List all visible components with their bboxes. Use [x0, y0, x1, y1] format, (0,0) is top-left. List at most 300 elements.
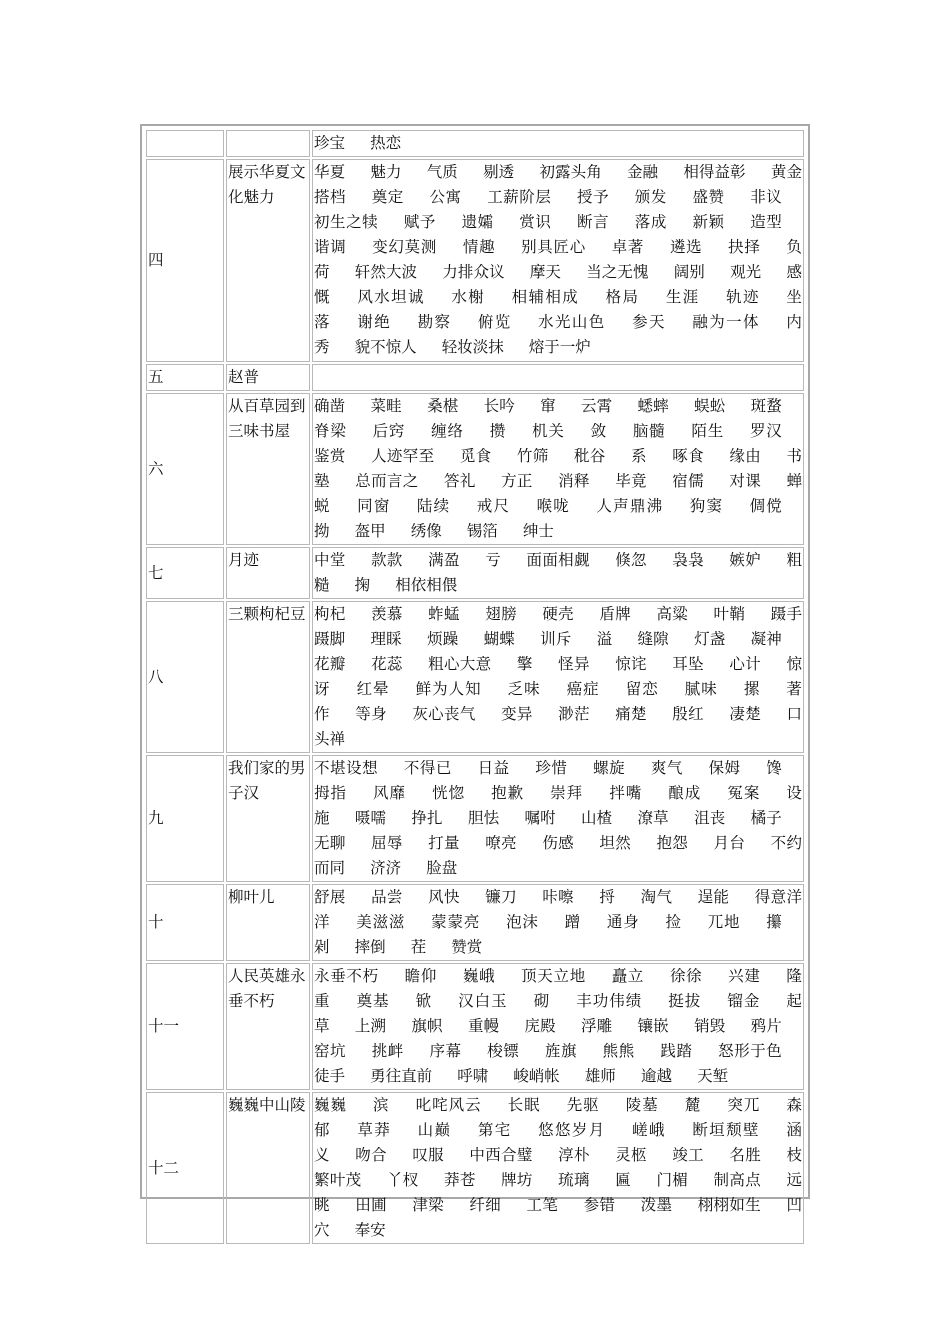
lesson-number — [146, 130, 224, 157]
vocab-word: 麓 — [684, 1096, 702, 1114]
vocab-word: 人声鼎沸 — [596, 497, 664, 515]
vocab-word: 不堪设想 — [314, 759, 379, 777]
vocab-word: 陆续 — [416, 497, 451, 515]
vocab-word: 相得益彰 — [683, 163, 746, 181]
vocab-word: 菜畦 — [370, 397, 402, 415]
vocab-word: 蹑手蹑脚 — [314, 605, 802, 648]
vocab-word: 得意洋洋 — [314, 888, 802, 931]
vocab-word: 非议 — [750, 188, 782, 206]
vocab-words — [312, 1092, 804, 1244]
vocab-word: 后窍 — [372, 422, 406, 440]
vocab-word: 通身 — [606, 913, 640, 931]
vocab-word: 吻合 — [355, 1146, 387, 1164]
vocab-word: 起草 — [314, 992, 802, 1035]
vocab-word: 胆怯 — [467, 809, 500, 827]
vocab-word: 亏 — [485, 551, 502, 569]
vocab-word: 蒙蒙亮 — [431, 913, 481, 931]
vocab-word: 书塾 — [314, 447, 802, 490]
vocab-word: 轨迹 — [726, 288, 760, 306]
lesson-title: 柳叶儿 — [226, 884, 310, 961]
vocab-word: 兀地 — [707, 913, 741, 931]
vocab-word: 款款 — [371, 551, 403, 569]
vocab-word: 橘子 — [750, 809, 782, 827]
vocab-word: 谢绝 — [357, 313, 392, 331]
vocab-word: 鉴赏 — [314, 447, 346, 465]
vocab-word: 黄金搭档 — [314, 163, 802, 206]
vocab-word: 远眺 — [314, 1171, 802, 1214]
vocab-word: 耳坠 — [672, 655, 704, 673]
vocab-word: 蝉蜕 — [314, 472, 802, 515]
vocab-word: 田圃 — [355, 1196, 387, 1214]
vocab-word: 人迹罕至 — [371, 447, 435, 465]
lesson-number: 十二 — [146, 1092, 224, 1244]
vocab-word: 机关 — [531, 422, 565, 440]
vocab-word: 兴建 — [728, 967, 761, 985]
vocab-word: 阔别 — [673, 263, 705, 281]
vocab-word: 莽苍 — [443, 1171, 476, 1189]
vocab-word: 济济 — [370, 859, 402, 877]
vocab-word: 赞赏 — [451, 938, 483, 956]
vocab-word: 灰心丧气 — [412, 705, 476, 723]
vocab-word: 变异 — [501, 705, 533, 723]
vocab-word: 灵柩 — [615, 1146, 647, 1164]
vocab-word: 拇指 — [314, 784, 347, 802]
vocab-word: 相依相偎 — [395, 576, 458, 594]
vocab-words — [312, 393, 804, 545]
vocab-word: 抱怨 — [656, 834, 689, 852]
vocab-word: 勇往直前 — [370, 1067, 433, 1085]
vocab-word: 力排众议 — [442, 263, 505, 281]
lesson-title: 展示华夏文化魅力 — [226, 159, 310, 362]
vocab-word: 丰功伟绩 — [576, 992, 643, 1010]
vocab-word: 倜傥 — [749, 497, 782, 515]
lesson-row — [146, 884, 804, 961]
vocab-word: 怒形于色 — [718, 1042, 782, 1060]
vocab-word: 庑殿 — [524, 1017, 556, 1035]
vocab-word: 盛赞 — [692, 188, 725, 206]
lesson-number: 九 — [146, 755, 224, 882]
vocab-word: 华夏 — [314, 163, 346, 181]
vocab-word: 俯览 — [477, 313, 512, 331]
vocab-word: 擎 — [516, 655, 533, 673]
vocab-word: 中堂 — [314, 551, 346, 569]
vocab-word: 窜 — [540, 397, 556, 415]
vocab-word: 泡沫 — [506, 913, 539, 931]
vocab-word: 凝神 — [750, 630, 782, 648]
lesson-row — [146, 755, 804, 882]
vocab-word: 罗汉 — [749, 422, 782, 440]
vocab-word: 旌旗 — [544, 1042, 578, 1060]
vocab-word: 水光山色 — [538, 313, 606, 331]
vocab-word: 珍惜 — [535, 759, 568, 777]
vocab-word: 设施 — [314, 784, 802, 827]
vocab-word: 对课 — [729, 472, 762, 490]
vocab-word: 盾牌 — [599, 605, 632, 623]
vocab-words — [312, 547, 804, 599]
lesson-title — [226, 130, 310, 157]
vocab-word: 嘹亮 — [485, 834, 517, 852]
vocab-word: 鲜为人知 — [415, 680, 482, 698]
vocab-word: 锡箔 — [466, 522, 498, 540]
vocab-word: 牌坊 — [501, 1171, 533, 1189]
vocab-word: 蚱蜢 — [428, 605, 460, 623]
vocab-word: 叹服 — [412, 1146, 444, 1164]
vocab-word: 金融 — [626, 163, 659, 181]
vocab-word: 镶嵌 — [637, 1017, 669, 1035]
vocab-word: 融为一体 — [692, 313, 760, 331]
vocab-word: 蜈蚣 — [694, 397, 726, 415]
vocab-word: 月台 — [713, 834, 746, 852]
vocab-word: 山楂 — [581, 809, 613, 827]
vocab-word: 宿儒 — [672, 472, 704, 490]
vocab-word: 长吟 — [483, 397, 515, 415]
vocab-word: 叶鞘 — [713, 605, 746, 623]
vocab-word: 悠悠岁月 — [538, 1121, 606, 1139]
vocab-word: 销毁 — [694, 1017, 726, 1035]
vocab-word: 逞能 — [697, 888, 730, 906]
vocab-word: 腻味 — [684, 680, 718, 698]
vocab-word: 云霄 — [581, 397, 613, 415]
vocab-word: 喉咙 — [536, 497, 571, 515]
vocab-word: 红晕 — [356, 680, 390, 698]
vocab-word: 轩然大波 — [354, 263, 418, 281]
vocab-word: 训斥 — [540, 630, 572, 648]
vocab-word: 断垣颓壁 — [692, 1121, 760, 1139]
lesson-number: 八 — [146, 601, 224, 753]
vocab-word: 酿成 — [668, 784, 702, 802]
vocab-word: 枝繁叶茂 — [314, 1146, 802, 1189]
vocab-word: 情趣 — [462, 238, 496, 256]
vocab-word: 上溯 — [354, 1017, 387, 1035]
vocab-word: 落成 — [634, 213, 667, 231]
lesson-title: 人民英雄永垂不朽 — [226, 963, 310, 1090]
vocab-word: 工薪阶层 — [487, 188, 552, 206]
vocab-word: 沮丧 — [694, 809, 726, 827]
vocab-word: 永垂不朽 — [314, 967, 379, 985]
vocab-word: 初露头角 — [539, 163, 602, 181]
vocab-word: 工笔 — [526, 1196, 559, 1214]
vocab-word: 馋 — [766, 759, 782, 777]
vocab-word: 熔于一炉 — [528, 338, 591, 356]
vocab-word: 脊梁 — [314, 422, 347, 440]
lesson-title: 三颗枸杞豆 — [226, 601, 310, 753]
vocab-word: 拌嘴 — [609, 784, 643, 802]
vocab-word: 惊诧 — [615, 655, 647, 673]
vocab-word: 粗糙 — [314, 551, 802, 594]
vocab-word: 镏金 — [727, 992, 761, 1010]
vocab-word: 别具匠心 — [521, 238, 586, 256]
lesson-row — [146, 364, 804, 391]
vocab-word: 淘气 — [640, 888, 673, 906]
vocab-word: 徒手 — [314, 1067, 346, 1085]
vocab-word: 摔倒 — [354, 938, 386, 956]
vocab-word: 嘱咐 — [524, 809, 556, 827]
vocab-word: 溢 — [596, 630, 613, 648]
vocab-word: 方正 — [501, 472, 533, 490]
lesson-number: 四 — [146, 159, 224, 362]
vocab-word: 硬壳 — [542, 605, 574, 623]
vocab-word: 初生之犊 — [314, 213, 379, 231]
vocab-word: 矗立 — [611, 967, 645, 985]
lesson-number: 十 — [146, 884, 224, 961]
vocab-word: 滨 — [373, 1096, 390, 1114]
vocab-word: 突兀 — [727, 1096, 761, 1114]
vocab-word: 重幔 — [467, 1017, 500, 1035]
vocab-word: 窑坑 — [314, 1042, 347, 1060]
vocab-word: 珍宝 — [314, 134, 346, 152]
vocab-word: 狗窦 — [689, 497, 724, 515]
vocab-word: 生涯 — [665, 288, 700, 306]
vocab-word: 螺旋 — [593, 759, 626, 777]
vocab-word: 潦草 — [637, 809, 669, 827]
vocab-word: 负荷 — [314, 238, 802, 281]
vocab-table-frame — [140, 124, 810, 1239]
vocab-word: 授予 — [577, 188, 610, 206]
vocab-word: 山巅 — [417, 1121, 452, 1139]
lesson-row — [146, 393, 804, 545]
vocab-word: 殷红 — [672, 705, 704, 723]
vocab-word: 凹穴 — [314, 1196, 802, 1239]
vocab-word: 戒尺 — [476, 497, 511, 515]
vocab-word: 伤感 — [542, 834, 574, 852]
vocab-word: 魅力 — [370, 163, 402, 181]
vocab-word: 内秀 — [314, 313, 802, 356]
vocab-word: 汉白玉 — [458, 992, 508, 1010]
vocab-word: 淳朴 — [558, 1146, 590, 1164]
vocab-word: 赏识 — [519, 213, 552, 231]
vocab-word: 当之无愧 — [586, 263, 649, 281]
vocab-word: 摩天 — [529, 263, 562, 281]
vocab-word: 丫杈 — [386, 1171, 419, 1189]
vocab-word: 痛楚 — [615, 705, 647, 723]
vocab-word: 琉璃 — [558, 1171, 590, 1189]
vocab-word: 蹭 — [564, 913, 581, 931]
vocab-word: 惊讶 — [314, 655, 802, 698]
vocab-words — [312, 159, 804, 362]
vocab-word: 挣扎 — [411, 809, 443, 827]
vocab-word: 攒 — [489, 422, 507, 440]
vocab-word: 高粱 — [656, 605, 689, 623]
vocab-word: 轻妆淡抹 — [441, 338, 504, 356]
vocab-word: 脑髓 — [632, 422, 666, 440]
vocab-word: 锨 — [415, 992, 433, 1010]
vocab-word: 癌症 — [566, 680, 600, 698]
vocab-word: 第宅 — [477, 1121, 512, 1139]
vocab-word: 挑衅 — [371, 1042, 404, 1060]
vocab-word: 泼墨 — [640, 1196, 673, 1214]
vocab-word: 峻峭帐 — [513, 1067, 560, 1085]
vocab-word: 总而言之 — [355, 472, 419, 490]
vocab-word: 卓著 — [611, 238, 645, 256]
vocab-word: 枸杞 — [314, 605, 346, 623]
vocab-word: 挺拔 — [668, 992, 702, 1010]
vocab-word: 确凿 — [314, 397, 346, 415]
vocab-word: 坦然 — [599, 834, 632, 852]
vocab-word: 盔甲 — [354, 522, 386, 540]
vocab-word: 巍峨 — [462, 967, 496, 985]
vocab-word: 品尝 — [371, 888, 403, 906]
vocab-word: 羡慕 — [371, 605, 403, 623]
vocab-word: 心计 — [729, 655, 762, 673]
lesson-title: 赵普 — [226, 364, 310, 391]
vocab-word: 栩栩如生 — [697, 1196, 762, 1214]
lesson-row — [146, 547, 804, 599]
vocab-word: 呼啸 — [457, 1067, 489, 1085]
vocab-word: 摞 — [743, 680, 761, 698]
vocab-word: 津梁 — [412, 1196, 444, 1214]
vocab-word: 观光 — [730, 263, 762, 281]
vocab-word: 梭镖 — [487, 1042, 520, 1060]
lesson-number: 六 — [146, 393, 224, 545]
vocab-word: 著作 — [314, 680, 802, 723]
vocab-word: 桑椹 — [427, 397, 459, 415]
vocab-word: 不约而同 — [314, 834, 802, 877]
vocab-word: 同窗 — [357, 497, 391, 515]
vocab-word: 逾越 — [640, 1067, 672, 1085]
vocab-word: 花蕊 — [371, 655, 403, 673]
vocab-word: 徐徐 — [669, 967, 703, 985]
vocab-word: 系 — [631, 447, 647, 465]
vocab-word: 名胜 — [729, 1146, 762, 1164]
vocab-word: 门楣 — [656, 1171, 689, 1189]
vocab-word: 剁 — [314, 938, 330, 956]
vocab-word: 留恋 — [625, 680, 659, 698]
vocab-word: 奠定 — [371, 188, 404, 206]
vocab-word: 抉择 — [728, 238, 761, 256]
vocab-word: 镰刀 — [485, 888, 517, 906]
vocab-words — [312, 364, 804, 391]
vocab-word: 相辅相成 — [511, 288, 580, 306]
vocab-word: 斑蝥 — [750, 397, 782, 415]
vocab-word: 竣工 — [672, 1146, 704, 1164]
vocab-word: 烦躁 — [427, 630, 459, 648]
vocab-word: 叱咤风云 — [415, 1096, 482, 1114]
vocab-word: 森郁 — [314, 1096, 802, 1139]
vocab-word: 粗心大意 — [428, 655, 492, 673]
vocab-word: 攥 — [766, 913, 782, 931]
vocab-words — [312, 601, 804, 753]
vocab-word: 隆重 — [314, 967, 802, 1010]
vocab-word: 坐落 — [314, 288, 802, 331]
vocab-table — [144, 128, 806, 1246]
vocab-word: 绅士 — [522, 522, 554, 540]
vocab-word: 断言 — [577, 213, 610, 231]
vocab-word: 屈辱 — [371, 834, 403, 852]
vocab-word: 风水坦诚 — [357, 288, 425, 306]
vocab-words — [312, 963, 804, 1090]
vocab-word: 顶天立地 — [521, 967, 586, 985]
vocab-word: 天堑 — [697, 1067, 729, 1085]
vocab-word: 保姆 — [708, 759, 741, 777]
vocab-word: 热恋 — [370, 134, 402, 152]
vocab-word: 巍巍 — [314, 1096, 347, 1114]
vocab-word: 勘察 — [417, 313, 452, 331]
vocab-word: 倏忽 — [615, 551, 647, 569]
vocab-word: 抱歉 — [491, 784, 525, 802]
lesson-row — [146, 159, 804, 362]
vocab-word: 风靡 — [373, 784, 407, 802]
vocab-word: 绣像 — [410, 522, 442, 540]
vocab-word: 先驱 — [566, 1096, 600, 1114]
vocab-word: 践踏 — [660, 1042, 693, 1060]
vocab-word: 恍惚 — [432, 784, 466, 802]
vocab-word: 打量 — [428, 834, 460, 852]
vocab-word: 袅袅 — [672, 551, 704, 569]
vocab-word: 长眠 — [507, 1096, 541, 1114]
vocab-word: 等身 — [355, 705, 387, 723]
vocab-word: 陌生 — [691, 422, 725, 440]
lesson-number: 五 — [146, 364, 224, 391]
vocab-word: 无聊 — [314, 834, 346, 852]
vocab-word: 变幻莫测 — [372, 238, 438, 256]
vocab-word: 缝隙 — [637, 630, 669, 648]
vocab-word: 灯盏 — [694, 630, 726, 648]
vocab-word: 秕谷 — [573, 447, 606, 465]
vocab-word: 崇拜 — [550, 784, 584, 802]
vocab-word: 感慨 — [314, 263, 802, 306]
vocab-word: 觅食 — [459, 447, 492, 465]
vocab-word: 捋 — [599, 888, 616, 906]
vocab-word: 赋予 — [403, 213, 436, 231]
vocab-word: 美滋滋 — [356, 913, 406, 931]
vocab-word: 理睬 — [370, 630, 402, 648]
vocab-word: 茬 — [410, 938, 427, 956]
vocab-word: 鸦片 — [750, 1017, 782, 1035]
vocab-word: 拗 — [314, 522, 330, 540]
vocab-word: 消释 — [558, 472, 590, 490]
vocab-word: 嗫嚅 — [354, 809, 387, 827]
vocab-table-body — [146, 130, 804, 1244]
vocab-word: 涵义 — [314, 1121, 802, 1164]
vocab-word: 蟋蟀 — [637, 397, 669, 415]
lesson-title: 从百草园到三味书屋 — [226, 393, 310, 545]
vocab-words — [312, 130, 804, 157]
lesson-row — [146, 601, 804, 753]
lesson-title: 巍巍中山陵 — [226, 1092, 310, 1244]
vocab-word: 格局 — [605, 288, 640, 306]
vocab-word: 爽气 — [650, 759, 683, 777]
vocab-word: 制高点 — [713, 1171, 762, 1189]
vocab-word: 剔透 — [483, 163, 515, 181]
vocab-word: 嵯峨 — [632, 1121, 666, 1139]
vocab-word: 缠络 — [431, 422, 464, 440]
vocab-word: 毕竟 — [615, 472, 647, 490]
vocab-word: 满盈 — [428, 551, 460, 569]
vocab-word: 敛 — [590, 422, 607, 440]
lesson-row — [146, 130, 804, 157]
vocab-word: 奉安 — [354, 1221, 386, 1239]
vocab-word: 面面相觑 — [526, 551, 590, 569]
vocab-word: 瞻仰 — [404, 967, 438, 985]
vocab-word: 颁发 — [634, 188, 667, 206]
vocab-word: 纤细 — [469, 1196, 502, 1214]
vocab-word: 不得已 — [403, 759, 452, 777]
lesson-row — [146, 1092, 804, 1244]
vocab-word: 啄食 — [672, 447, 704, 465]
vocab-word: 匾 — [615, 1171, 632, 1189]
vocab-word: 参错 — [583, 1196, 616, 1214]
vocab-word: 脸盘 — [426, 859, 458, 877]
lesson-number: 十一 — [146, 963, 224, 1090]
vocab-word: 公寓 — [429, 188, 462, 206]
vocab-word: 凄楚 — [729, 705, 762, 723]
vocab-word: 谐调 — [314, 238, 347, 256]
vocab-word: 遗孀 — [461, 213, 494, 231]
vocab-word: 参天 — [632, 313, 666, 331]
vocab-word: 舒展 — [314, 888, 346, 906]
vocab-word: 气质 — [426, 163, 458, 181]
vocab-word: 熊熊 — [602, 1042, 635, 1060]
